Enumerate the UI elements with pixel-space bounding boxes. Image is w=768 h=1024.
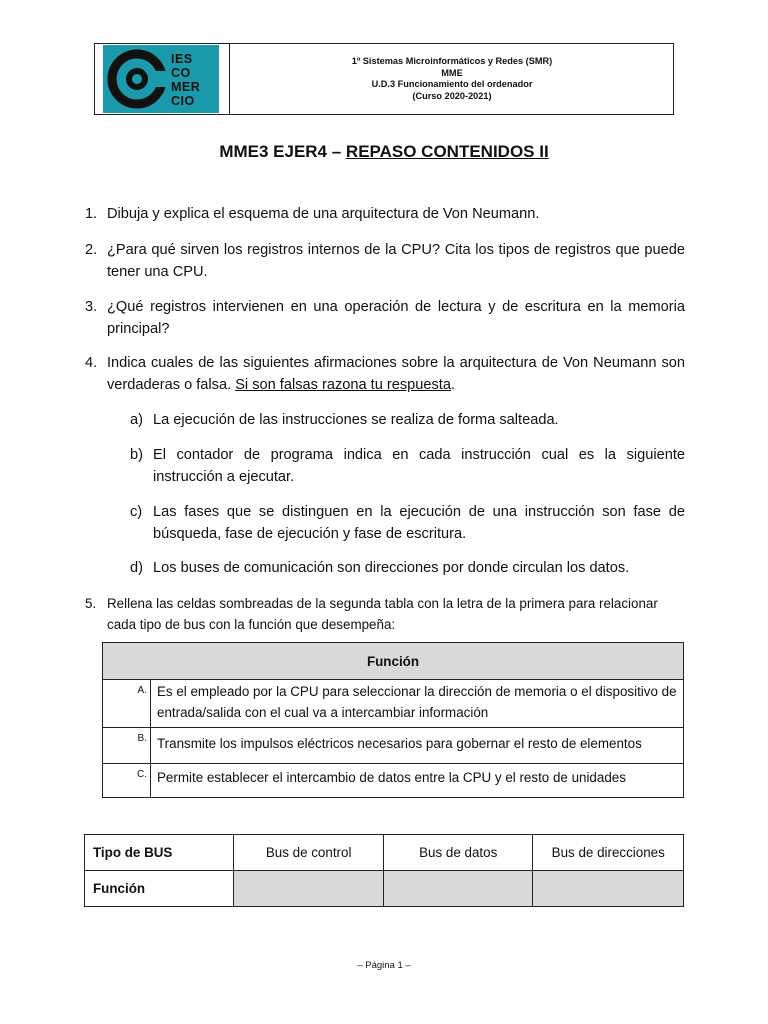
- row-description: Es el empleado por la CPU para seleccionar la dirección de memoria o el dispositivo de entrada/salida con el cual va a intercambiar información: [151, 680, 684, 728]
- page-title: MME3 EJER4 – REPASO CONTENIDOS II: [219, 142, 549, 161]
- reasoning-instruction: Si son falsas razona tu respuesta: [235, 376, 451, 393]
- row-letter: C.: [103, 763, 151, 798]
- table-row: [85, 835, 684, 871]
- row-description: Permite establecer el intercambio de datos entre la CPU y el resto de unidades: [151, 763, 684, 798]
- module-code: MME: [441, 67, 463, 78]
- bus-data-cell: Bus de datos: [383, 835, 532, 871]
- statement-c: c) Las fases que se distinguen en la ejecución de una instrucción son fase de búsqueda, fase de ejecución y fase de escritura.: [130, 504, 685, 542]
- bus-type-table: [84, 834, 684, 907]
- title-underlined: REPASO CONTENIDOS II: [345, 142, 549, 161]
- question-2: 2. ¿Para qué sirven los registros internos de la CPU? Cita los tipos de registros que puede tener una CPU.: [85, 242, 685, 280]
- bus-address-cell: Bus de direcciones: [533, 835, 684, 871]
- statement-a: a) La ejecución de las instrucciones se realiza de forma salteada.: [130, 412, 559, 428]
- table-row: [85, 871, 684, 907]
- table-row: [103, 680, 684, 728]
- table-header-row: [103, 643, 684, 680]
- unit-name: U.D.3 Funcionamiento del ordenador: [371, 79, 533, 89]
- question-1: 1. Dibuja y explica el esquema de una arquitectura de Von Neumann.: [85, 206, 540, 222]
- school-year: (Curso 2020-2021): [412, 90, 492, 101]
- document-header: [94, 43, 674, 115]
- row-description: Transmite los impulsos eléctricos necesarios para gobernar el resto de elementos: [151, 728, 684, 764]
- page-number: – Página 1 –: [357, 960, 411, 971]
- function-label: Función: [85, 871, 234, 907]
- ies-comercio-logo: [103, 45, 219, 113]
- question-3: 3. ¿Qué registros intervienen en una operación de lectura y de escritura en la memoria principal?: [85, 299, 685, 337]
- course-name: 1º Sistemas Microinformáticos y Redes (SMR): [351, 56, 553, 66]
- logo-emblem-icon: [103, 45, 219, 113]
- answer-cell-control[interactable]: [234, 871, 384, 907]
- question-4: 4. Indica cuales de las siguientes afirmaciones sobre la arquitectura de Von Neumann son verdaderas o falsa. Si son falsas razona tu respuesta.: [85, 355, 685, 393]
- course-info: [230, 56, 674, 102]
- answer-cell-data[interactable]: [383, 871, 532, 907]
- statement-b: b) El contador de programa indica en cada instrucción cual es la siguiente instrucción a ejecutar.: [130, 447, 685, 485]
- row-letter: A.: [103, 680, 151, 728]
- function-header: Función: [103, 643, 684, 680]
- row-letter: B.: [103, 728, 151, 764]
- logo-text: IES CO MER CIO: [171, 52, 201, 108]
- answer-cell-address[interactable]: [533, 871, 684, 907]
- bus-type-label: Tipo de BUS: [85, 835, 234, 871]
- question-5: 5. Rellena las celdas sombreadas de la segunda tabla con la letra de la primera para relacionar cada tipo de bus con la función que desempeña:: [85, 596, 658, 632]
- table-row: [103, 763, 684, 798]
- function-table: [102, 642, 684, 798]
- bus-control-cell: Bus de control: [234, 835, 384, 871]
- table-row: [103, 728, 684, 764]
- statement-d: d) Los buses de comunicación son direcciones por donde circulan los datos.: [130, 560, 630, 576]
